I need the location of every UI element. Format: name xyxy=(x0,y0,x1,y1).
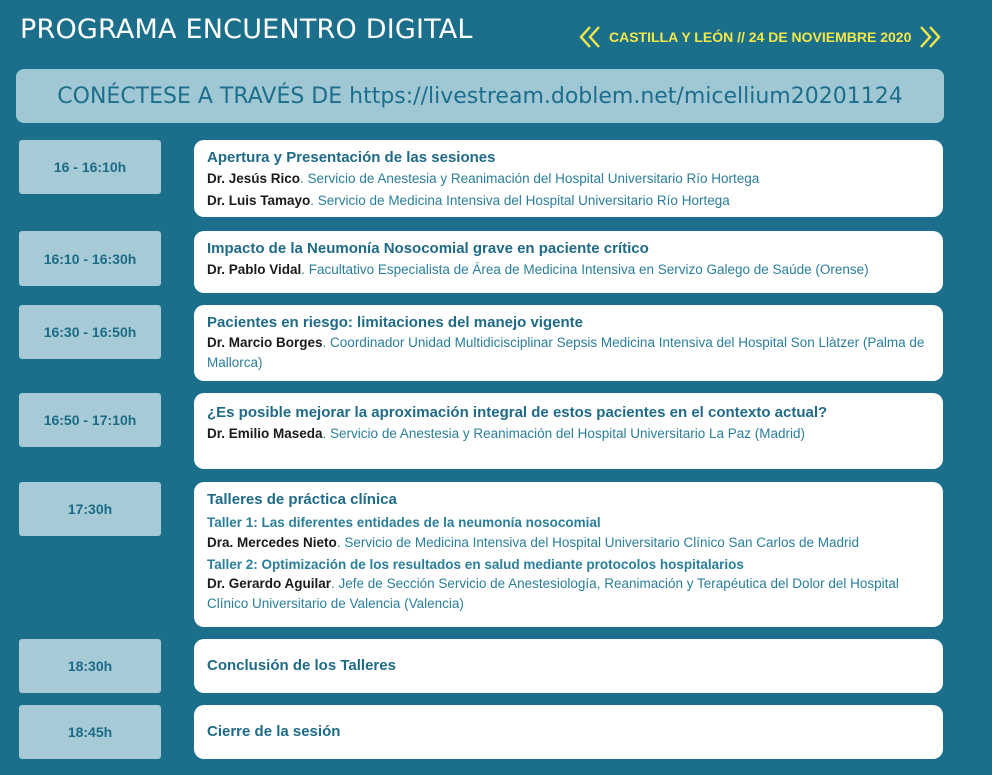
speaker-description: . Servicio de Medicina Intensiva del Hospital Universitario Clínico San Carlos de Madrid xyxy=(336,535,860,550)
speaker-name: Dr. Pablo Vidal xyxy=(207,262,302,277)
speaker-name: Dr. Gerardo Aguilar xyxy=(207,576,332,591)
double-chevron-right-icon xyxy=(916,23,942,51)
session-title: Pacientes en riesgo: limitaciones del manejo vigente xyxy=(207,314,583,331)
speaker-line xyxy=(207,168,931,190)
session-time: 16:10 - 16:30h xyxy=(19,231,161,286)
speaker-name: Dr. Jesús Rico xyxy=(207,171,301,186)
session-time: 18:45h xyxy=(19,705,161,759)
session-title: Apertura y Presentación de las sesiones xyxy=(207,149,496,166)
session-card xyxy=(194,705,943,759)
speaker-description: . Servicio de Medicina Intensiva del Hospital Universitario Río Hortega xyxy=(310,193,730,208)
workshop-title: Taller 1: Las diferentes entidades de la neumonía nosocomial xyxy=(207,515,601,530)
speaker-name: Dr. Emilio Maseda xyxy=(207,426,323,441)
session-time: 17:30h xyxy=(19,482,161,536)
session-card xyxy=(194,140,943,217)
speaker-name: Dra. Mercedes Nieto xyxy=(207,535,337,550)
livestream-banner[interactable]: CONÉCTESE A TRAVÉS DE https://livestream.doblem.net/micellium20201124 xyxy=(16,69,944,123)
header-subtitle-group xyxy=(578,22,942,52)
event-location-date: CASTILLA Y LEÓN // 24 DE NOVIEMBRE 2020 xyxy=(609,29,912,45)
speaker-description: . Jefe de Sección Servicio de Anestesiología, Reanimación y Terapéutica del Dolor del Hospital Clínico Universitario de Valencia (Valencia) xyxy=(207,576,899,611)
speaker-description: . Servicio de Anestesia y Reanimación del Hospital Universitario La Paz (Madrid) xyxy=(322,426,806,441)
session-title: Talleres de práctica clínica xyxy=(207,491,397,508)
speaker-line xyxy=(207,259,931,281)
header-title: PROGRAMA ENCUENTRO DIGITAL xyxy=(20,14,473,45)
session-card xyxy=(194,639,943,693)
speaker-line xyxy=(207,423,931,445)
session-title: Cierre de la sesión xyxy=(207,723,341,740)
session-time: 16:50 - 17:10h xyxy=(19,393,161,447)
session-card xyxy=(194,231,943,293)
speaker-name: Dr. Luis Tamayo xyxy=(207,193,311,208)
session-time: 18:30h xyxy=(19,639,161,693)
speaker-line xyxy=(207,190,931,212)
session-title: Impacto de la Neumonía Nosocomial grave en paciente crítico xyxy=(207,240,649,257)
session-card xyxy=(194,482,943,627)
workshop-title: Taller 2: Optimización de los resultados en salud mediante protocolos hospitalarios xyxy=(207,557,744,572)
session-title: ¿Es posible mejorar la aproximación integral de estos pacientes en el contexto actual? xyxy=(207,404,828,421)
session-title: Conclusión de los Talleres xyxy=(207,657,396,674)
double-chevron-left-icon xyxy=(578,23,604,51)
session-card xyxy=(194,305,943,381)
session-time: 16:30 - 16:50h xyxy=(19,305,161,359)
speaker-description: . Coordinador Unidad Multidicisciplinar Sepsis Medicina Intensiva del Hospital Son Llàtzer (Palma de Mallorca) xyxy=(207,335,925,370)
speaker-line xyxy=(207,532,931,554)
speaker-line xyxy=(207,574,931,614)
speaker-line xyxy=(207,333,931,373)
speaker-description: . Servicio de Anestesia y Reanimación del Hospital Universitario Río Hortega xyxy=(300,171,760,186)
session-card xyxy=(194,393,943,469)
speaker-name: Dr. Marcio Borges xyxy=(207,335,323,350)
session-time: 16 - 16:10h xyxy=(19,140,161,194)
speaker-description: . Facultativo Especialista de Área de Medicina Intensiva en Servizo Galego de Saúde (Orense) xyxy=(301,262,869,277)
